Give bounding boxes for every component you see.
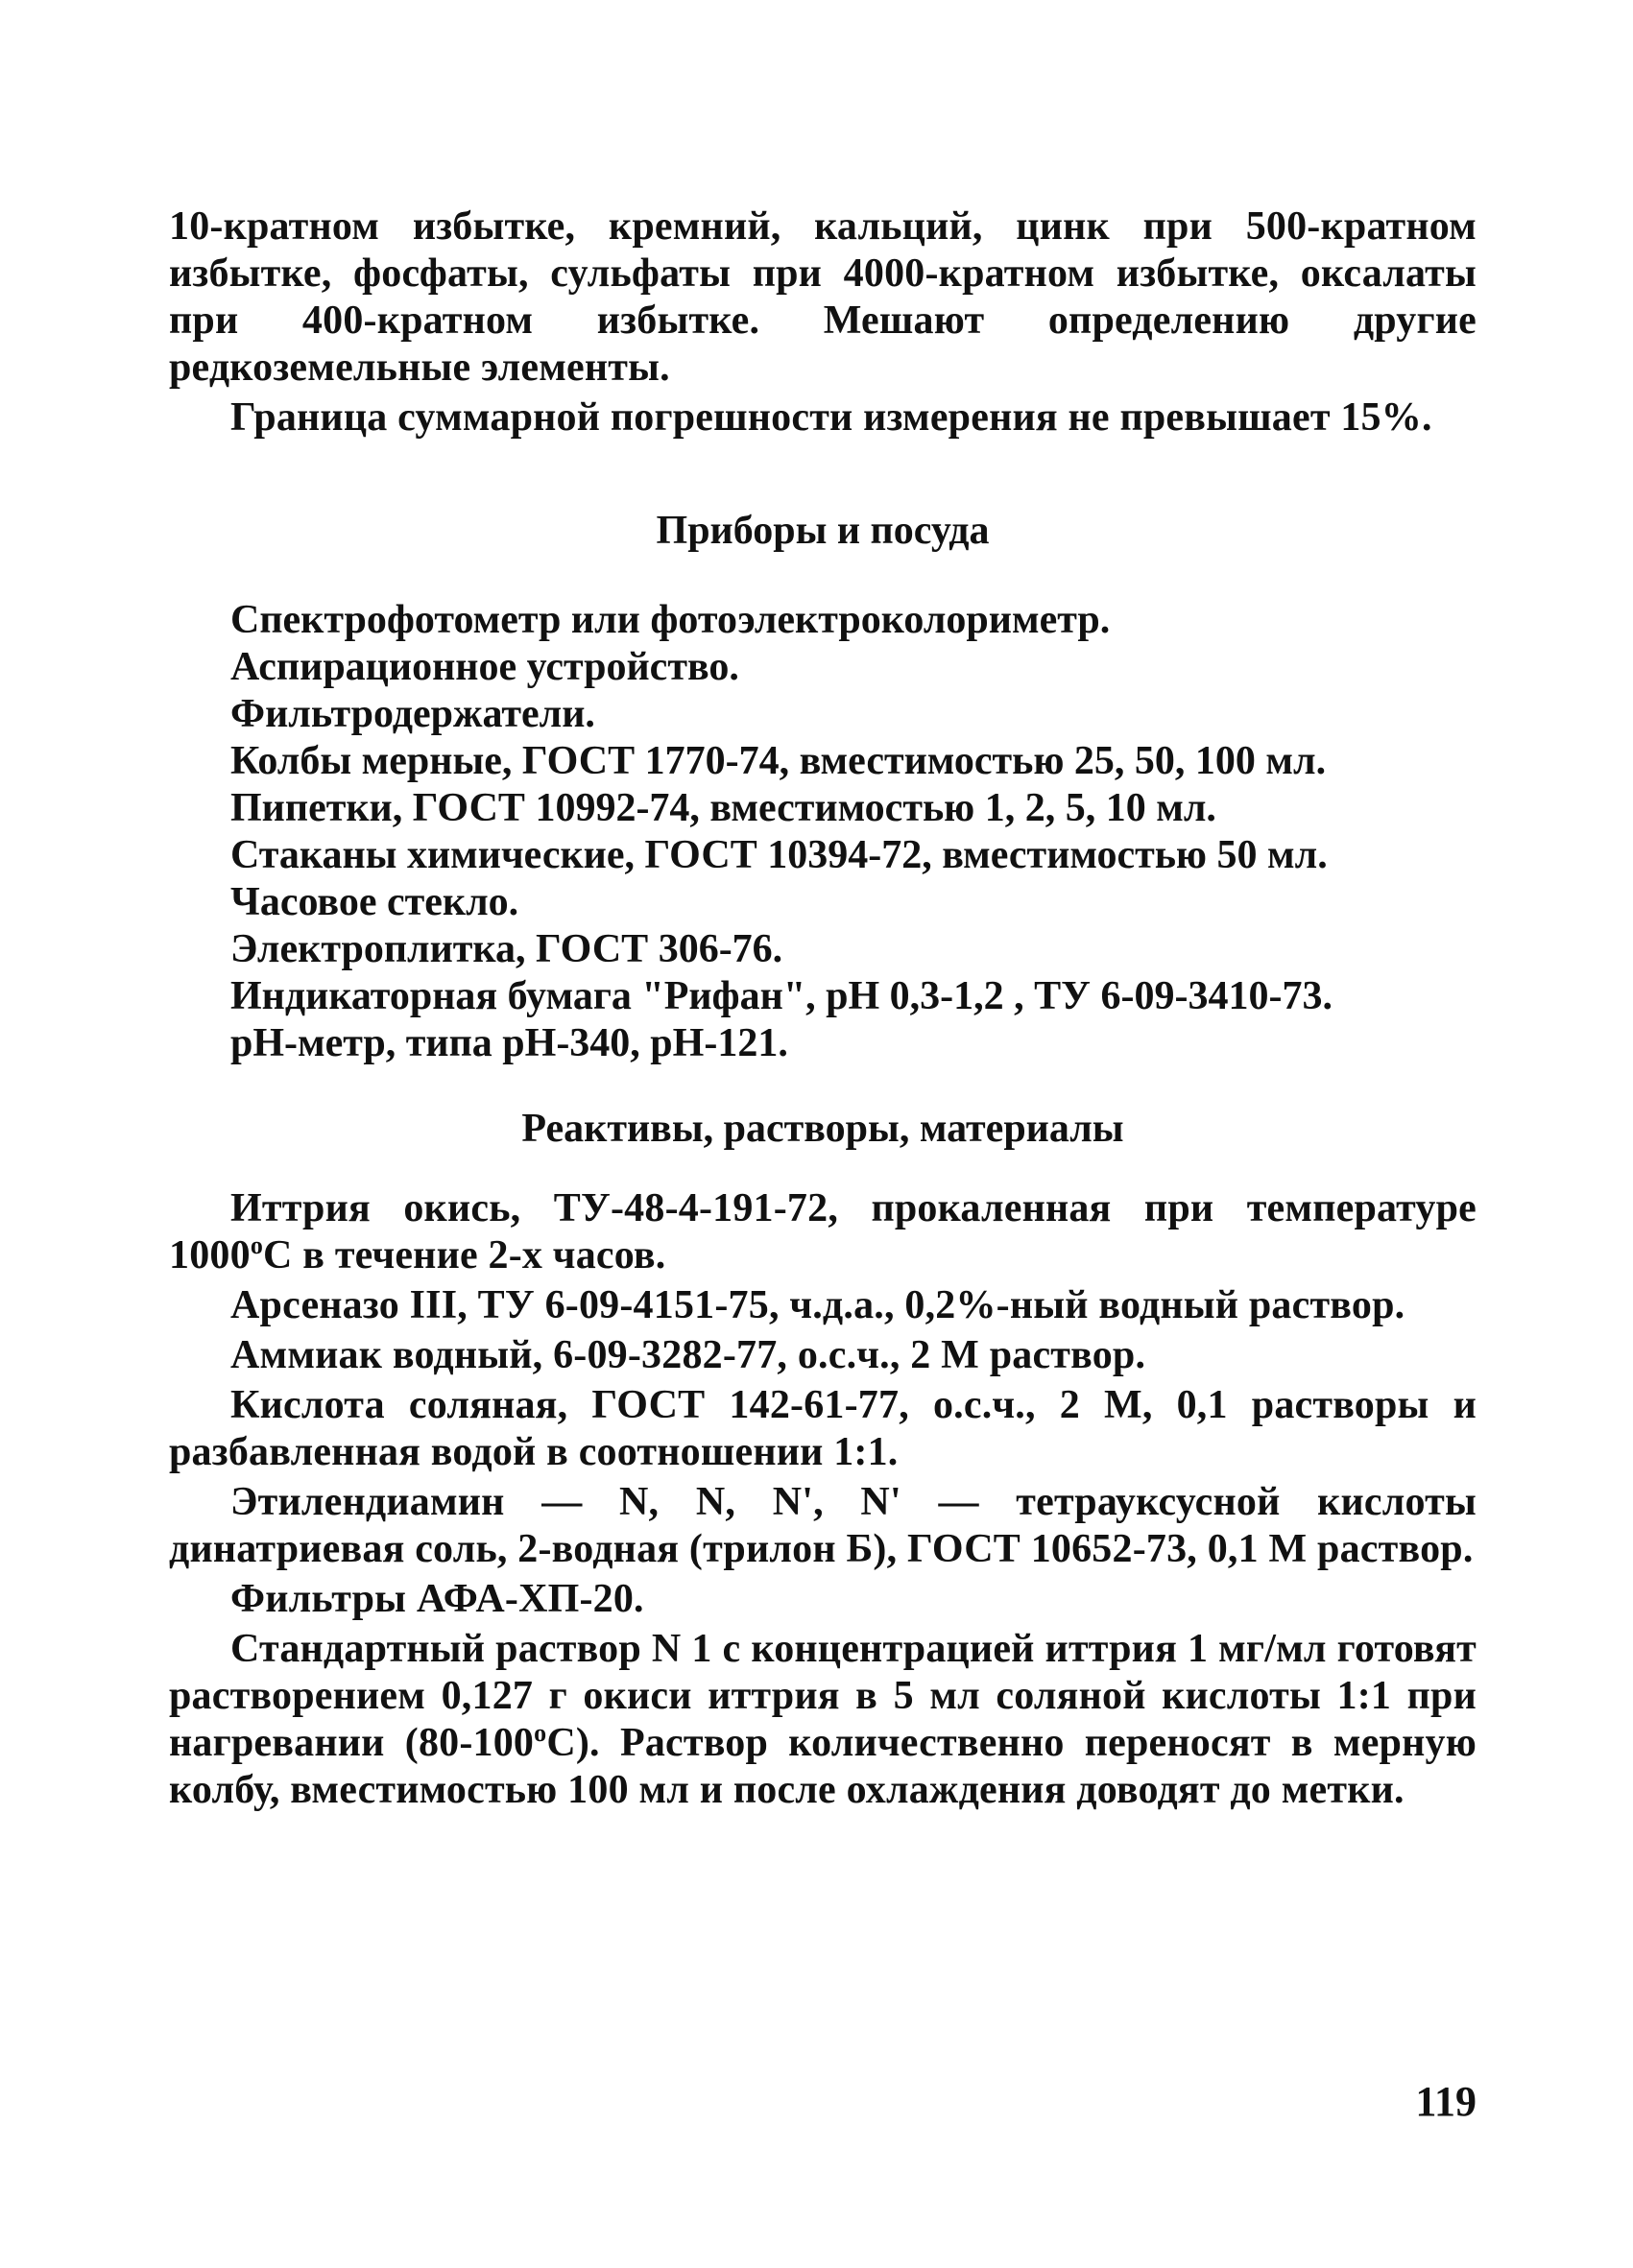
reagent-paragraph: Кислота соляная, ГОСТ 142-61-77, о.с.ч., 2 М, 0,1 растворы и разбавленная водой в соотношении 1:1. bbox=[169, 1383, 1477, 1474]
degree-sup: о bbox=[534, 1719, 547, 1747]
reagent-text: С). Раствор количественно переносят в мерную колбу, вместимостью 100 мл и после охлаждения доводят до метки. bbox=[169, 1721, 1477, 1812]
reagent-paragraph: Арсеназо III, ТУ 6-09-4151-75, ч.д.а., 0,2%-ный водный раствор. bbox=[230, 1283, 1405, 1327]
section-title-reagents: Реактивы, растворы, материалы bbox=[521, 1107, 1124, 1151]
reagent-paragraph bbox=[169, 1626, 1477, 1814]
instrument-item: Пипетки, ГОСТ 10992-74, вместимостью 1, 2, 5, 10 мл. bbox=[230, 786, 1216, 830]
reagent-paragraph: Аммиак водный, 6-09-3282-77, о.с.ч., 2 М раствор. bbox=[230, 1333, 1146, 1377]
reagent-paragraph: Фильтры АФА-ХП-20. bbox=[230, 1577, 644, 1621]
instrument-item: Стаканы химические, ГОСТ 10394-72, вместимостью 50 мл. bbox=[230, 833, 1328, 877]
instrument-item: Аспирационное устройство. bbox=[230, 645, 739, 689]
reagent-paragraph: Этилендиамин — N, N, N', N' — тетрауксусной кислоты динатриевая соль, 2-водная (трилон Б), ГОСТ 10652-73, 0,1 М раствор. bbox=[169, 1480, 1477, 1571]
instrument-item: Индикаторная бумага "Рифан", pH 0,3-1,2 , ТУ 6-09-3410-73. bbox=[230, 974, 1333, 1018]
instrument-item: Спектрофотометр или фотоэлектроколориметр. bbox=[230, 598, 1111, 642]
instrument-item: Часовое стекло. bbox=[230, 880, 519, 924]
degree-sup: о bbox=[250, 1231, 264, 1259]
instrument-item: pH-метр, типа pH-340, pH-121. bbox=[230, 1021, 788, 1065]
instrument-item: Колбы мерные, ГОСТ 1770-74, вместимостью 25, 50, 100 мл. bbox=[230, 739, 1327, 783]
reagent-text: С в течение 2-х часов. bbox=[263, 1233, 666, 1277]
reagent-paragraph bbox=[169, 1185, 1477, 1279]
section-title-instruments: Приборы и посуда bbox=[656, 509, 990, 553]
reagent-text: Иттрия окись, ТУ-48-4-191-72, прокаленная при температуре 1000 bbox=[169, 1186, 1477, 1277]
instrument-item: Фильтродержатели. bbox=[230, 692, 595, 736]
intro-paragraph-1: 10-кратном избытке, кремний, кальций, цинк при 500-кратном избытке, фосфаты, сульфаты при 4000-кратном избытке, оксалаты при 400-кратном избытке. Мешают определению другие редкоземельные элементы. bbox=[169, 204, 1477, 390]
page-number: 119 bbox=[1415, 2078, 1477, 2125]
reagent-text: Стандартный раствор N 1 с концентрацией иттрия 1 мг/мл готовят растворением 0,127 г окиси иттрия в 5 мл соляной кислоты 1:1 при нагревании (80-100 bbox=[169, 1627, 1477, 1765]
instrument-item: Электроплитка, ГОСТ 306-76. bbox=[230, 927, 783, 971]
instruments-list bbox=[169, 597, 1477, 1067]
page-content bbox=[169, 203, 1477, 1817]
intro-paragraph-2: Граница суммарной погрешности измерения не превышает 15%. bbox=[230, 395, 1432, 440]
